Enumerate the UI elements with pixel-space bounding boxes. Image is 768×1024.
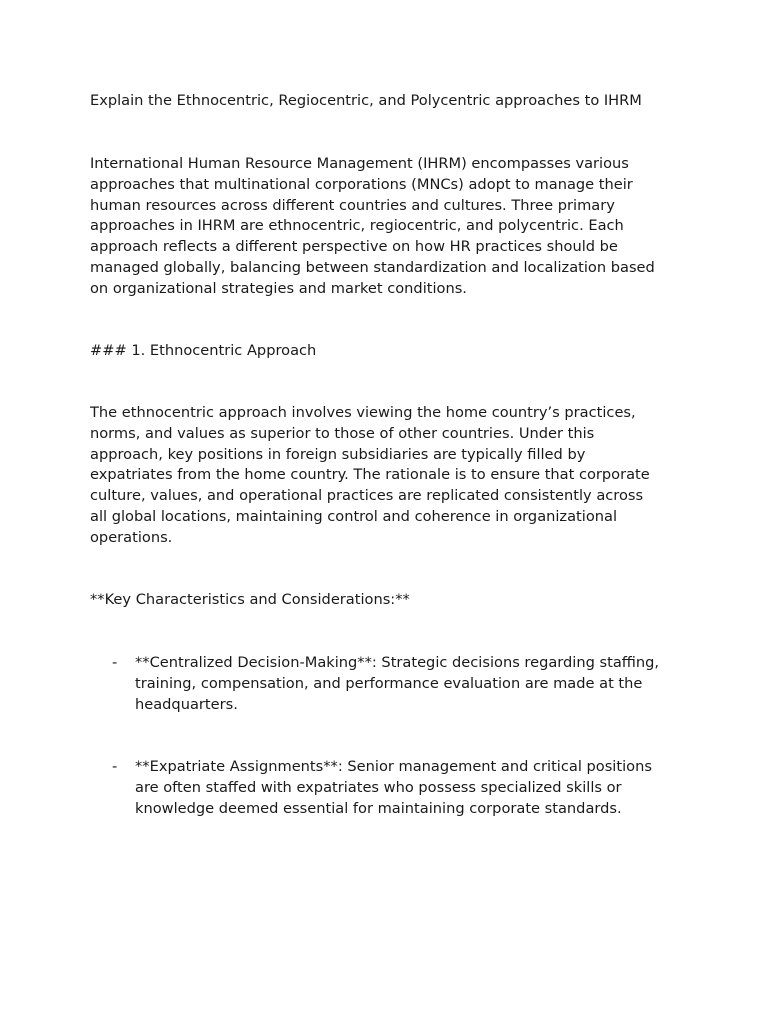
list-item-text [135,653,695,715]
list-item-line: headquarters. [135,695,238,713]
intro-paragraph [90,154,690,300]
ethnocentric-line: norms, and values as superior to those of other countries. Under this [90,424,595,442]
ethnocentric-paragraph [90,403,690,549]
key-characteristics-heading [90,590,690,611]
intro-line: on organizational strategies and market conditions. [90,279,467,297]
intro-line: International Human Resource Management (IHRM) encompasses various [90,155,629,172]
ethnocentric-line: culture, values, and operational practices are replicated consistently across [90,487,644,505]
intro-line: managed globally, balancing between standardization and localization based [90,258,655,276]
list-item-text [135,757,695,819]
list-item-line: **Centralized Decision-Making**: Strategic decisions regarding staffing, [135,654,660,671]
ethnocentric-line: The ethnocentric approach involves viewing the home country’s practices, [90,404,636,421]
ethnocentric-line: operations. [90,528,173,546]
key-characteristics-text: **Key Characteristics and Considerations:** [90,591,410,608]
bullet-marker: - [112,654,118,671]
ethnocentric-line: all global locations, maintaining control and coherence in organizational [90,507,617,525]
section-heading-text: ### 1. Ethnocentric Approach [90,342,317,359]
ethnocentric-line: expatriates from the home country. The rationale is to ensure that corporate [90,466,650,484]
list-item-line: **Expatriate Assignments**: Senior management and critical positions [135,758,652,775]
list-item-line: knowledge deemed essential for maintaining corporate standards. [135,799,622,817]
section-heading [90,341,690,362]
title-text: Explain the Ethnocentric, Regiocentric, and Polycentric approaches to IHRM [90,92,642,109]
bullet-marker: - [112,758,118,775]
intro-line: approaches that multinational corporations (MNCs) adopt to manage their [90,175,633,193]
intro-line: approaches in IHRM are ethnocentric, regiocentric, and polycentric. Each [90,217,624,235]
list-item-line: training, compensation, and performance evaluation are made at the [135,674,643,692]
document-title [90,91,690,112]
list-item-line: are often staffed with expatriates who possess specialized skills or [135,778,622,796]
intro-line: human resources across different countries and cultures. Three primary [90,196,615,214]
ethnocentric-line: approach, key positions in foreign subsidiaries are typically filled by [90,445,586,463]
intro-line: approach reflects a different perspective on how HR practices should be [90,238,618,256]
